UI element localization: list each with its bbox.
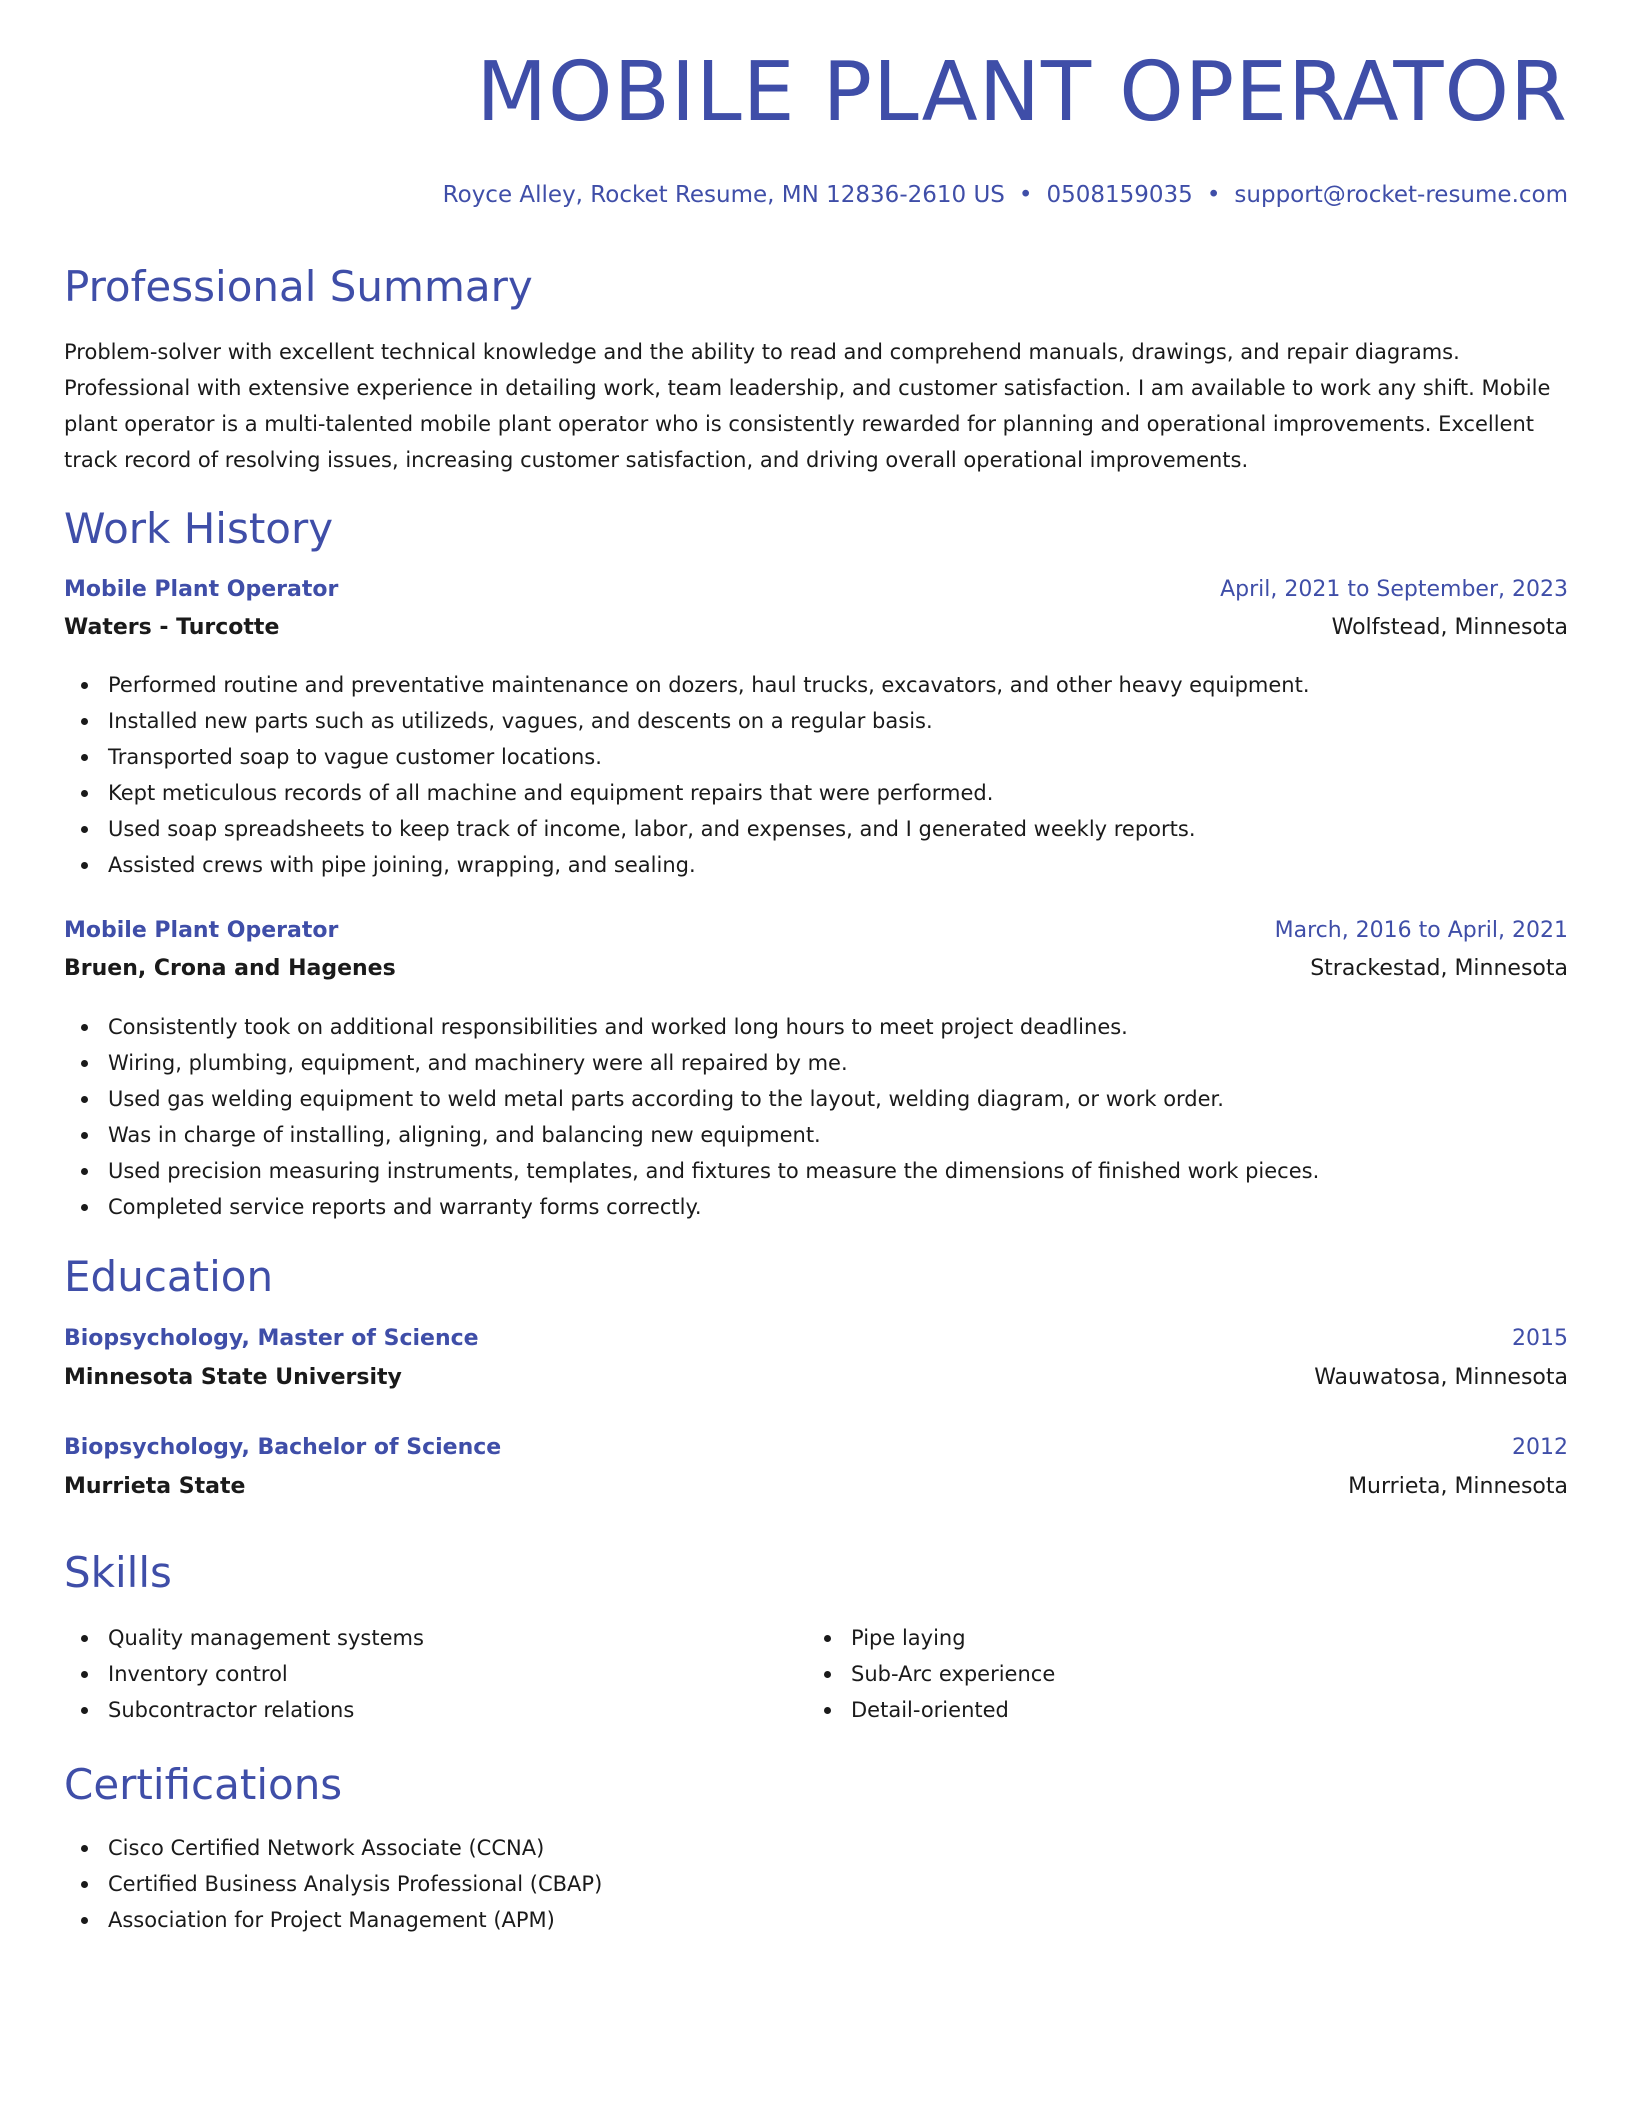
section-title-summary: Professional Summary: [64, 262, 533, 311]
contact-separator: •: [1018, 182, 1033, 208]
contact-phone[interactable]: 0508159035: [1046, 182, 1193, 208]
list-item: Kept meticulous records of all machine and equipment repairs that were performed.: [64, 775, 1568, 811]
job-dates: April, 2021 to September, 2023: [1220, 577, 1568, 602]
list-item: Transported soap to vague customer locations.: [64, 739, 1568, 775]
job-bullets: [64, 667, 1568, 883]
list-item: Subcontractor relations: [64, 1692, 764, 1728]
job-company: Waters - Turcotte: [64, 615, 280, 640]
job-role: Mobile Plant Operator: [64, 918, 339, 943]
list-item: Consistently took on additional responsibilities and worked long hours to meet project deadlines.: [64, 1009, 1568, 1045]
list-item: Was in charge of installing, aligning, and balancing new equipment.: [64, 1117, 1568, 1153]
list-item: Sub-Arc experience: [807, 1656, 1507, 1692]
list-item: Inventory control: [64, 1656, 764, 1692]
job-location: Wolfstead, Minnesota: [1331, 615, 1568, 640]
section-title-work-history: Work History: [64, 504, 334, 553]
contact-line: [443, 182, 1568, 208]
education-school-row: [64, 1474, 1568, 1504]
education-location: Wauwatosa, Minnesota: [1314, 1365, 1568, 1390]
list-item: Cisco Certified Network Associate (CCNA): [64, 1830, 1568, 1866]
list-item: Used gas welding equipment to weld metal parts according to the layout, welding diagram, or work order.: [64, 1081, 1568, 1117]
list-item: Certified Business Analysis Professional (CBAP): [64, 1866, 1568, 1902]
list-item: Wiring, plumbing, equipment, and machinery were all repaired by me.: [64, 1045, 1568, 1081]
section-title-certifications: Certifications: [64, 1760, 343, 1809]
list-item: Installed new parts such as utilizeds, vagues, and descents on a regular basis.: [64, 703, 1568, 739]
job-company-row: [64, 615, 1568, 645]
education-school-row: [64, 1365, 1568, 1395]
list-item: Performed routine and preventative maintenance on dozers, haul trucks, excavators, and other heavy equipment.: [64, 667, 1568, 703]
job-company: Bruen, Crona and Hagenes: [64, 956, 396, 981]
job-dates: March, 2016 to April, 2021: [1274, 918, 1568, 943]
section-title-skills: Skills: [64, 1548, 172, 1597]
list-item: Detail-oriented: [807, 1692, 1507, 1728]
list-item: Used precision measuring instruments, templates, and fixtures to measure the dimensions of finished work pieces.: [64, 1153, 1568, 1189]
education-year: 2012: [1512, 1435, 1568, 1460]
education-degree: Biopsychology, Master of Science: [64, 1326, 479, 1351]
education-header-row: [64, 1326, 1568, 1356]
skills-column-1: [64, 1620, 764, 1728]
job-company-row: [64, 956, 1568, 986]
list-item: Association for Project Management (APM): [64, 1902, 1568, 1938]
contact-email[interactable]: support@rocket-resume.com: [1234, 182, 1568, 208]
education-year: 2015: [1512, 1326, 1568, 1351]
contact-separator: •: [1206, 182, 1221, 208]
resume-name-title: MOBILE PLANT OPERATOR: [476, 45, 1568, 140]
list-item: Quality management systems: [64, 1620, 764, 1656]
education-header-row: [64, 1435, 1568, 1465]
job-role: Mobile Plant Operator: [64, 577, 339, 602]
contact-address: Royce Alley, Rocket Resume, MN 12836-2610 US: [442, 182, 1005, 208]
skills-column-2: [807, 1620, 1507, 1728]
job-bullets: [64, 1009, 1568, 1225]
certifications-list: [64, 1830, 1568, 1938]
education-location: Murrieta, Minnesota: [1348, 1474, 1568, 1499]
skills-grid: [64, 1620, 1568, 1730]
list-item: Pipe laying: [807, 1620, 1507, 1656]
list-item: Used soap spreadsheets to keep track of income, labor, and expenses, and I generated weekly reports.: [64, 811, 1568, 847]
job-location: Strackestad, Minnesota: [1310, 956, 1568, 981]
education-school: Minnesota State University: [64, 1365, 402, 1390]
summary-text: Problem-solver with excellent technical knowledge and the ability to read and comprehend manuals, drawings, and repair diagrams. Professional with extensive experience in detailing work, team leadership, and customer satisfaction. I am available to work any shift. Mobile plant operator is a multi-talented mobile plant operator who is consistently rewarded for planning and operational improvements. Excellent track record of resolving issues, increasing customer satisfaction, and driving overall operational improvements.: [64, 340, 1551, 472]
list-item: Completed service reports and warranty forms correctly.: [64, 1189, 1568, 1225]
list-item: Assisted crews with pipe joining, wrapping, and sealing.: [64, 847, 1568, 883]
job-header-row: [64, 577, 1568, 607]
section-title-education: Education: [64, 1252, 274, 1301]
job-header-row: [64, 918, 1568, 948]
education-degree: Biopsychology, Bachelor of Science: [64, 1435, 502, 1460]
education-school: Murrieta State: [64, 1474, 246, 1499]
